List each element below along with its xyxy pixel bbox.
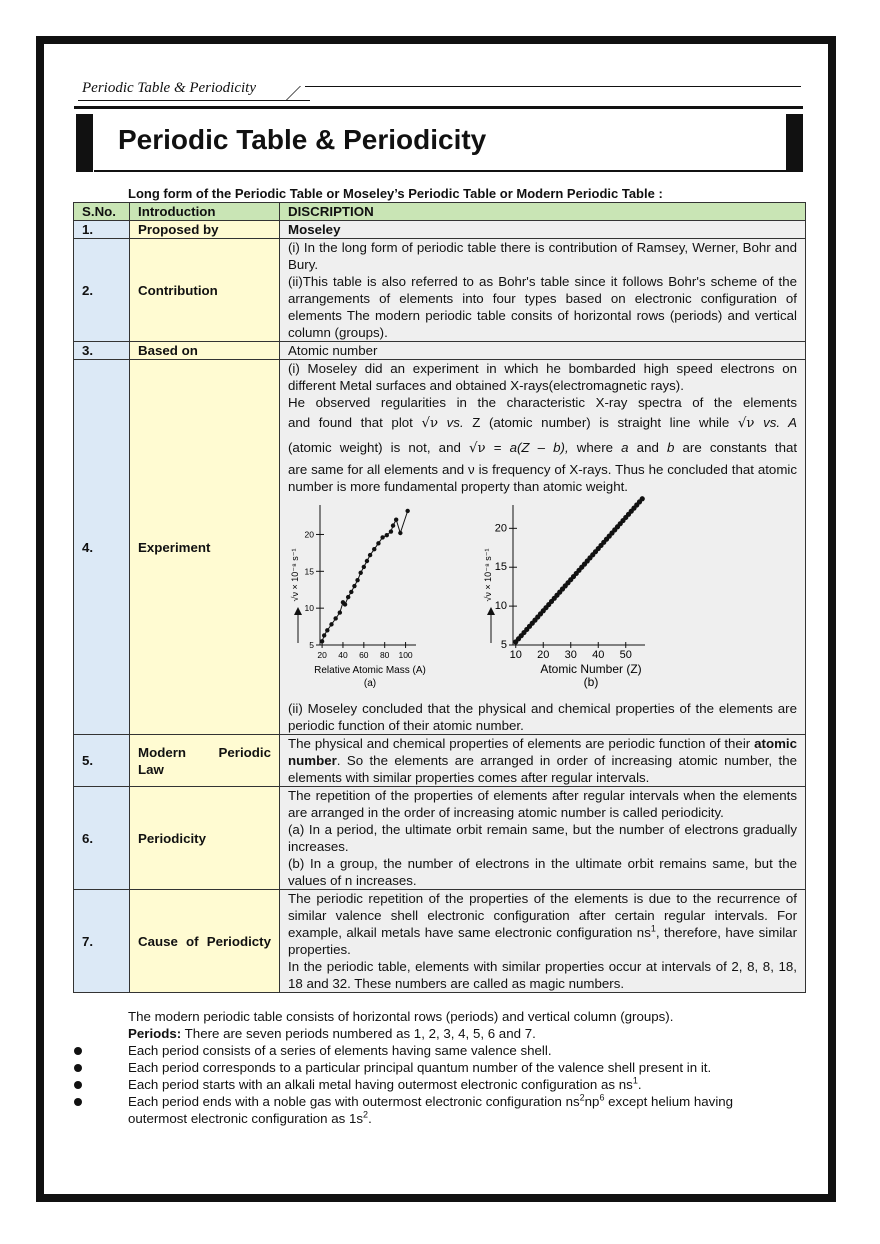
chart-a-atomic-mass [288, 495, 448, 700]
y-axis-label: √ν × 10⁻⁸ s⁻¹ [290, 548, 300, 602]
data-point [346, 595, 350, 599]
data-point [365, 559, 369, 563]
x-tick-label: 40 [592, 649, 605, 661]
text: , therefore, have similar properties. [288, 925, 798, 957]
text: a [621, 440, 629, 455]
data-point [640, 496, 645, 501]
row-sno: 2. [74, 239, 130, 342]
col-header-sno: S.No. [74, 203, 130, 221]
x-tick-label: 40 [338, 650, 348, 660]
text: . [637, 1077, 642, 1092]
bullet-item [128, 1076, 642, 1093]
text: are constants that [682, 440, 798, 455]
row-intro: Experiment [130, 360, 280, 735]
bullet-icon [74, 1081, 82, 1089]
table-row [74, 787, 806, 890]
text: except helium having [604, 1094, 734, 1109]
row-desc [280, 360, 806, 735]
data-point [343, 602, 347, 606]
x-axis-label: Atomic Number (Z) [540, 662, 642, 676]
data-point [325, 628, 329, 632]
data-point [385, 533, 389, 537]
col-header-description: DISCRIPTION [280, 203, 806, 221]
title-bar-left [76, 114, 93, 172]
series-line [322, 511, 408, 641]
text: = [493, 440, 502, 455]
desc-para: (a) In a period, the ultimate orbit remain same, but the number of electrons gradually increases. [288, 822, 797, 854]
y-tick-label: 20 [494, 522, 507, 535]
row-desc [280, 890, 806, 993]
x-tick-label: 80 [379, 650, 390, 660]
text: (atomic weight) is not, and [288, 440, 461, 455]
chart-subtitle: (b) [583, 675, 599, 689]
row-intro: Periodicity [130, 787, 280, 890]
experiment-para-2a: He observed regularities in the characteristic X-ray spectra of the elements [288, 395, 797, 410]
col-header-introduction: Introduction [130, 203, 280, 221]
row-desc: Moseley [280, 221, 806, 239]
x-tick-label: 60 [359, 650, 369, 660]
x-tick-label: 10 [509, 649, 522, 661]
superscript: 1 [650, 923, 656, 934]
periodic-table-summary [73, 202, 806, 993]
chart-b-atomic-number [463, 495, 683, 700]
text: b [666, 440, 675, 455]
data-point [320, 639, 324, 643]
row-sno: 4. [74, 360, 130, 735]
desc-para: In the periodic table, elements with similar properties occur at intervals of 2, 8, 8, 18, 18 and 32. These numbers are called as magic numbers. [288, 959, 797, 991]
y-tick-label: 10 [304, 603, 314, 614]
text-bold: atomic number [288, 736, 797, 768]
data-point [322, 633, 326, 637]
text: Each period starts with an alkali metal having outermost electronic configuration as ns [128, 1077, 633, 1092]
title-rule-top [74, 106, 803, 109]
experiment-para-2c [288, 436, 797, 461]
note-line [128, 1025, 536, 1042]
table-row [74, 221, 806, 239]
data-point [376, 541, 380, 545]
text: vs. A [763, 415, 798, 430]
row-intro: Based on [130, 342, 280, 360]
sqrt-nu-symbol: √ν [421, 416, 439, 431]
bullet-icon [74, 1047, 82, 1055]
row-sno: 1. [74, 221, 130, 239]
data-point [358, 571, 362, 575]
running-header: Periodic Table & Periodicity [82, 80, 257, 96]
row-intro [130, 735, 280, 787]
y-tick-label: 5 [500, 639, 507, 651]
note-line: The modern periodic table consists of horizontal rows (periods) and vertical column (groups). [128, 1009, 674, 1024]
desc-para: (i) In the long form of periodic table there is contribution of Ramsey, Werner, Bohr and Bury. [288, 240, 797, 272]
data-point [333, 616, 337, 620]
data-point [352, 584, 356, 588]
table-row [74, 342, 806, 360]
table-row [74, 735, 806, 787]
bullet-item: Each period corresponds to a particular principal quantum number of the valence shell present in it. [128, 1060, 712, 1075]
bullet-item-continued [128, 1110, 372, 1127]
text: There are seven periods numbered as 1, 2, 3, 4, 5, 6 and 7. [184, 1026, 536, 1041]
data-point [380, 535, 384, 539]
x-tick-label: 30 [564, 649, 577, 661]
y-tick-label: 15 [494, 561, 507, 574]
data-point [391, 523, 395, 527]
text: and found that plot [288, 415, 413, 430]
row-desc: Atomic number [280, 342, 806, 360]
experiment-para-1: (i) Moseley did an experiment in which he bombarded high speed electrons on different Metal surfaces and obtained X-rays(electromagnetic rays). [288, 361, 797, 393]
experiment-para-3: (ii) Moseley concluded that the physical and chemical properties of the elements are periodic function of their atomic number. [288, 701, 797, 733]
row-desc [280, 787, 806, 890]
superscript: 6 [599, 1092, 605, 1103]
data-point [368, 553, 372, 557]
row-intro: Contribution [130, 239, 280, 342]
moseley-graphs [288, 495, 797, 700]
y-axis-label: √ν × 10⁻⁸ s⁻¹ [483, 548, 493, 602]
data-point [349, 590, 353, 594]
x-tick-label: 100 [398, 650, 413, 660]
data-point [338, 610, 342, 614]
table-caption: Long form of the Periodic Table or Moseley’s Periodic Table or Modern Periodic Table : [128, 186, 663, 201]
data-point [405, 509, 409, 513]
desc-para: (ii)This table is also referred to as Bohr's table since it follows Bohr's scheme of the arrangements of elements into four types based on electronic configuration of elements The modern periodic table consits of horizontal rows (periods) and vertical column (groups). [288, 274, 797, 340]
data-point [389, 529, 393, 533]
periods-label: Periods: [128, 1026, 182, 1041]
data-point [355, 578, 359, 582]
bullet-icon [74, 1098, 82, 1106]
desc-para [288, 890, 797, 958]
text: a(Z – b), [509, 440, 569, 455]
title-bar-right [786, 114, 803, 172]
row-sno: 5. [74, 735, 130, 787]
row-intro: Proposed by [130, 221, 280, 239]
row-desc [280, 735, 806, 787]
table-row [74, 890, 806, 993]
bullet-icon [74, 1064, 82, 1072]
superscript: 1 [632, 1075, 638, 1086]
text: and [636, 440, 659, 455]
intro-text: Cause of Periodicty [138, 933, 271, 949]
arrow-head-icon [294, 607, 302, 615]
bullet-item [128, 1093, 733, 1110]
y-tick-label: 20 [304, 529, 314, 540]
row-desc [280, 239, 806, 342]
row-sno: 3. [74, 342, 130, 360]
x-tick-label: 50 [619, 649, 632, 661]
experiment-para-2b [288, 411, 797, 436]
data-point [394, 518, 398, 522]
page-title: Periodic Table & Periodicity [118, 124, 487, 155]
x-tick-label: 20 [537, 649, 550, 661]
y-tick-label: 10 [494, 600, 507, 613]
intro-text: Modern Periodic Law [138, 744, 271, 777]
y-tick-label: 5 [309, 640, 314, 650]
data-point [329, 622, 333, 626]
header-rule [78, 100, 310, 101]
row-intro [130, 890, 280, 993]
row-sno: 6. [74, 787, 130, 890]
text: The periodic repetition of the properties of the elements is due to the recurrence of similar valence shell electronic configuration after certain regular intervals. For example, alkail metals have same electronic configuration ns [288, 891, 797, 940]
text: . So the elements are arranged in order of increasing atomic number, the elements with similar properties comes after regular intervals. [288, 753, 797, 785]
bullet-item: Each period consists of a series of elements having same valence shell. [128, 1043, 552, 1058]
table-header-row [74, 203, 806, 221]
x-tick-label: 20 [317, 650, 327, 660]
header-rule-upper [305, 86, 801, 87]
table-row [74, 360, 806, 735]
text: where [576, 440, 614, 455]
data-point [398, 531, 402, 535]
x-axis-label: Relative Atomic Mass (A) [314, 665, 426, 676]
table-row [74, 239, 806, 342]
text: outermost electronic configuration as 1s [128, 1111, 364, 1126]
desc-para: (b) In a group, the number of electrons in the ultimate orbit remains same, but the values of n increases. [288, 856, 797, 888]
y-tick-label: 15 [304, 566, 314, 577]
data-point [362, 565, 366, 569]
text: . [368, 1111, 372, 1126]
superscript: 2 [363, 1109, 369, 1120]
sqrt-nu-symbol: √ν [469, 441, 486, 456]
desc-para: The repetition of the properties of elements after regular intervals when the elements are arranged in the order of increasing atomic number is called periodicity. [288, 788, 797, 820]
superscript: 2 [579, 1092, 585, 1103]
text: Each period ends with a noble gas with outermost electronic configuration ns [128, 1094, 580, 1109]
data-point [372, 547, 376, 551]
row-sno: 7. [74, 890, 130, 993]
text: vs. [446, 415, 464, 430]
text: Z (atomic number) is straight line while [472, 415, 730, 430]
experiment-para-2d: are same for all elements and ν is frequency of X-rays. Thus he concluded that atomic number is more fundamental property than atomic weight. [288, 462, 797, 494]
title-rule-bottom [94, 170, 786, 172]
sqrt-nu-symbol: √ν [737, 416, 755, 431]
text: The physical and chemical properties of elements are periodic function of their [288, 736, 751, 751]
chart-subtitle: (a) [363, 678, 377, 689]
text: np [584, 1094, 600, 1109]
